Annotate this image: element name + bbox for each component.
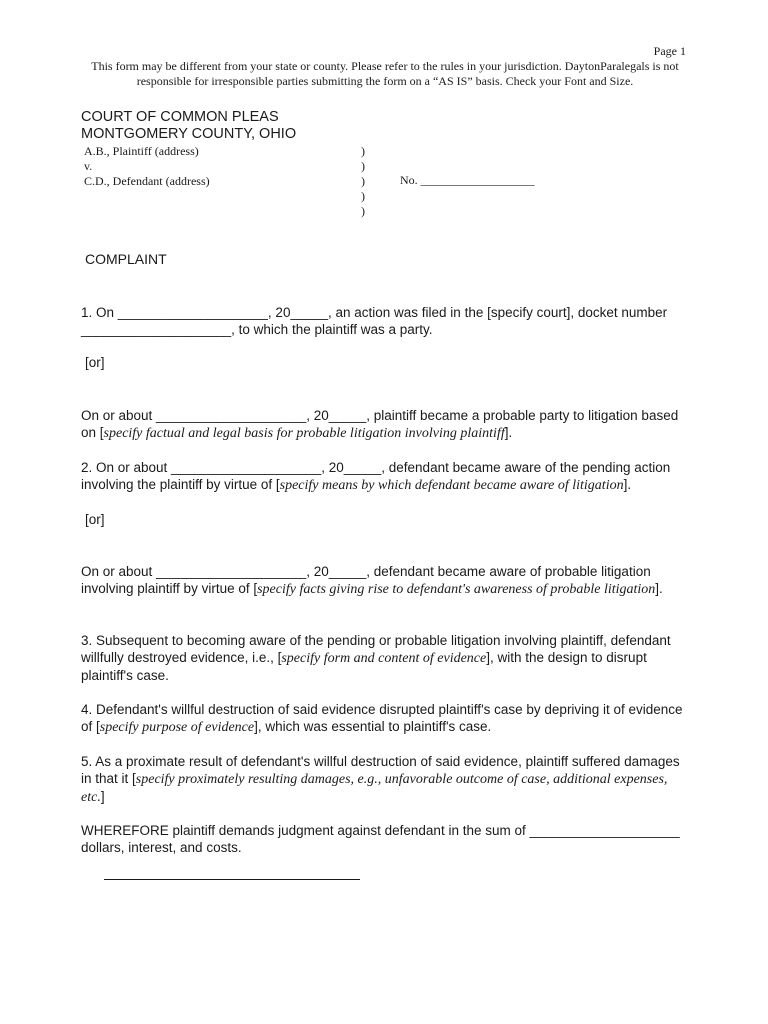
case-number-field: No. ___________________: [400, 173, 535, 187]
defendant-caption: C.D., Defendant (address): [84, 174, 210, 188]
caption-bracket: ): [361, 174, 365, 188]
wherefore-clause: WHEREFORE plaintiff demands judgment against defendant in the sum of ____________________ dollars, interest, and costs.: [81, 823, 680, 855]
paragraph-1-alternative: On or about ____________________, 20_____, plaintiff became a probable party to litigation based on [specify factual and legal basis for probable litigation involving plaintiff].: [81, 408, 679, 441]
or-separator: [or]: [85, 355, 105, 370]
paragraph-3: 3. Subsequent to becoming aware of the pending or probable litigation involving plaintiff, defendant willfully destroyed evidence, i.e., [specify form and content of evidence], with the design to disrupt plaintiff's case.: [81, 633, 671, 683]
caption-bracket: ): [361, 189, 365, 203]
disclaimer: This form may be different from your state or county. Please refer to the rules in your jurisdiction. DaytonParalegals is not responsible for irresponsible parties submitting the form on a “AS IS” basis. Check your Font and Size.: [91, 59, 679, 88]
paragraph-4: 4. Defendant's willful destruction of said evidence disrupted plaintiff's case by depriving it of evidence of [specify purpose of evidence], which was essential to plaintiff's case.: [81, 702, 683, 735]
versus-caption: v.: [84, 159, 93, 173]
document-title: COMPLAINT: [85, 251, 167, 267]
paragraph-5: 5. As a proximate result of defendant's willful destruction of said evidence, plaintiff suffered damages in that it [specify proximately resulting damages, e.g., unfavorable outcome of case, additional expenses, etc.]: [81, 754, 680, 805]
paragraph-2-alternative: On or about ____________________, 20_____, defendant became aware of probable litigation involving plaintiff by virtue of [specify facts giving rise to defendant's awareness of probable litigation].: [81, 564, 663, 597]
caption-bracket: ): [361, 159, 365, 173]
page-number: Page 1: [653, 44, 686, 58]
paragraph-1: 1. On ____________________, 20_____, an action was filed in the [specify court], docket number ____________________, to which the plaintiff was a party.: [81, 305, 668, 337]
court-name: COURT OF COMMON PLEAS: [81, 109, 279, 125]
signature-line: [104, 879, 360, 880]
or-separator: [or]: [85, 512, 105, 527]
paragraph-2: 2. On or about ____________________, 20_____, defendant became aware of the pending action involving the plaintiff by virtue of [specify means by which defendant became aware of litigation].: [81, 460, 671, 493]
court-county: MONTGOMERY COUNTY, OHIO: [81, 126, 297, 142]
caption-bracket: ): [361, 144, 365, 158]
plaintiff-caption: A.B., Plaintiff (address): [84, 144, 199, 158]
caption-bracket: ): [361, 204, 365, 218]
